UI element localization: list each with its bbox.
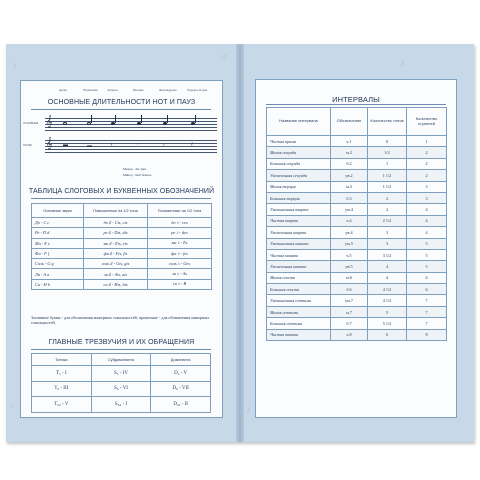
table-cell: 7 [407,306,447,317]
table-cell: Большая терция [267,192,331,203]
table-cell: 3 [407,192,447,203]
table-cell: 2 [407,170,447,181]
table-cell: б.7 [331,318,368,329]
table-cell: 5 [407,249,447,260]
table-cell: Уменьшенная септима [267,295,331,306]
table-row [267,284,447,295]
table-cell: T₆ - III [32,381,92,397]
music-note-decoration: ♩ [10,400,19,410]
major-sharp-text: Мажор - dur диез [123,167,147,171]
title-underline [31,109,211,110]
table-row [32,218,212,228]
table-cell: 4 1/2 [368,284,407,295]
table-cell: Малая секста [267,272,331,283]
table-row [32,228,212,238]
table-cell: 4 [407,227,447,238]
table-row [32,397,211,413]
table-cell: 1 [368,158,407,169]
table-cell: T₅ - I [32,366,92,382]
syllable-table-title: ТАБЛИЦА СЛОГОВЫХ И БУКВЕННЫХ ОБОЗНАЧЕНИЙ [28,188,215,195]
table-row [267,136,447,147]
table-cell: ля ♯ - Ais, ais [84,269,148,279]
table-cell: ув.5 [331,261,368,272]
thirty-second-rest-icon: 𝅀 [191,143,193,148]
duration-label: Половинная [83,89,98,92]
table-cell: м.2 [331,147,368,158]
intervals-table [266,107,447,341]
table-cell: ум.4 [331,204,368,215]
table-cell: S₆ - VI [91,381,151,397]
table-cell: ч.8 [331,329,368,340]
table-cell: ре ♯ - Dis, dis [84,228,148,238]
table-cell: 2 1/2 [368,215,407,226]
column-header: Количество тонов [368,108,407,136]
table-cell: 2 [368,192,407,203]
table-row [267,158,447,169]
table-row [267,227,447,238]
table-cell: 5 [407,261,447,272]
table-cell: 1/2 [368,147,407,158]
table-cell: 5 [368,306,407,317]
table-row [32,269,212,279]
table-row [267,306,447,317]
table-cell: D₅ - V [151,366,211,382]
table-cell: м.3 [331,181,368,192]
music-note-decoration: ♪ [400,58,405,68]
table-cell: S₅ - IV [91,366,151,382]
durations-title: ОСНОВНЫЕ ДЛИТЕЛЬНОСТИ НОТ И ПАУЗ [47,99,196,106]
table-cell: ми ♯ - Eis, eis [84,238,148,248]
table-cell: До - C c [32,218,84,228]
column-header: Субдоминанта [91,354,151,366]
table-cell: 3 [368,238,407,249]
table-cell: 7 [407,318,447,329]
table-cell: м.7 [331,306,368,317]
table-cell: 6 [368,329,407,340]
column-header: Доминанта [151,354,211,366]
table-cell: си ♭ - B [148,279,212,289]
half-rest-icon: ▬ [87,144,92,149]
duration-label: Целая [59,89,67,92]
table-cell: Ми - E e [32,238,84,248]
table-cell: Малая терция [267,181,331,192]
table-cell: Малая септима [267,306,331,317]
table-cell: 5 1/2 [368,318,407,329]
table-cell: 2 [407,158,447,169]
table-cell: 2 [368,204,407,215]
table-cell: Большая септима [267,318,331,329]
table-cell: Большая секста [267,284,331,295]
left-reference-page [20,80,223,418]
table-cell: T₆₄ - V [32,397,92,413]
letter-notation-note: Заглавные буквы - для обозначения мажорных тональностей, прописные - для обозначения минорных тональностей. [31,315,210,326]
triads-table [31,353,211,413]
table-row [267,238,447,249]
minor-flat-text: Минор - moll бемоль [123,173,152,177]
table-cell: 6 [407,272,447,283]
quarter-rest-icon: 𝄽 [111,143,113,148]
duration-label: Восьмая [133,89,144,92]
eighth-rest-icon: 𝄾 [137,143,139,148]
table-cell: до ♭ - ces [148,218,212,228]
table-cell: ч.1 [331,136,368,147]
table-row [267,318,447,329]
table-row [32,279,212,289]
table-cell: Малая секунда [267,147,331,158]
table-cell: ре ♭ - des [148,228,212,238]
table-cell: Чистая квинта [267,249,331,260]
table-row [267,295,447,306]
table-cell: 6 [407,284,447,295]
table-cell: соль ♭ - Ges [148,259,212,269]
table-cell: б.6 [331,284,368,295]
table-cell: м.6 [331,272,368,283]
table-cell: 0 [368,136,407,147]
music-note-decoration: ♪ [246,404,251,414]
table-cell: Соль - G g [32,259,84,269]
syllable-table [31,203,212,290]
table-row [32,366,211,382]
table-cell: соль ♯ - Gis, gis [84,259,148,269]
table-cell: 3 [407,181,447,192]
table-row [267,170,447,181]
title-underline [31,349,211,350]
table-cell: ч.5 [331,249,368,260]
right-reference-page [255,79,457,418]
table-cell: 4 [368,272,407,283]
table-cell: D₆₄ - II [151,397,211,413]
table-cell: 4 1/2 [368,295,407,306]
column-header: Количество ступеней [407,108,447,136]
table-cell: ум.7 [331,295,368,306]
table-cell: Увеличенная секунда [267,170,331,181]
staff-label-rests: ПАУЗЫ [23,144,32,147]
table-row [267,192,447,203]
column-header: Тоника [32,354,92,366]
table-row [267,329,447,340]
table-cell: Чистая кварта [267,215,331,226]
table-cell: 4 [368,261,407,272]
whole-rest-icon: ▬ [63,143,68,148]
table-cell: Уменьшенная квинта [267,238,331,249]
title-underline [266,104,446,105]
table-cell: ув.4 [331,227,368,238]
table-row [32,381,211,397]
table-cell: Большая секунда [267,158,331,169]
table-cell: 4 [407,204,447,215]
sixteenth-rest-icon: 𝄿 [163,143,165,148]
table-row [32,238,212,248]
music-note-decoration: ♪ [12,60,17,70]
triads-title: ГЛАВНЫЕ ТРЕЗВУЧИЯ И ИХ ОБРАЩЕНИЯ [48,339,195,346]
table-cell: 1 [407,136,447,147]
table-cell: 3 1/2 [368,249,407,260]
title-underline [31,198,211,199]
table-cell: до ♯ - Cis, cis [84,218,148,228]
table-cell: ми ♭ - Es [148,238,212,248]
notes-staff [45,117,225,131]
table-cell: ля ♭ - As [148,269,212,279]
column-header: Основные звуки [32,204,84,218]
table-cell: фа ♭ - fes [148,248,212,258]
table-cell: 4 [407,215,447,226]
column-header: Повышенные на 1/2 тона [84,204,148,218]
table-row [267,261,447,272]
whole-note-icon [63,122,67,125]
table-cell: 5 [407,238,447,249]
duration-label: Шестнадцатая [159,89,177,92]
table-row [267,272,447,283]
table-cell: Чистая прима [267,136,331,147]
table-row [267,181,447,192]
table-cell: Увеличенная кварта [267,227,331,238]
table-cell: Ре - D d [32,228,84,238]
column-header: Название интервала [267,108,331,136]
duration-label: Четверть [107,89,118,92]
table-cell: си ♯ - His, his [84,279,148,289]
table-cell: ув.2 [331,170,368,181]
notebook-spine [236,44,244,442]
table-cell: 1 1/2 [368,170,407,181]
rests-staff [45,139,225,153]
table-cell: Си - H h [32,279,84,289]
table-row [32,248,212,258]
music-note-decoration: ♫ [220,52,227,62]
table-cell: D₆ - VII [151,381,211,397]
table-row [267,204,447,215]
table-row [267,147,447,158]
treble-clef-icon: 𝄞 [46,116,53,128]
table-cell: б.3 [331,192,368,203]
table-cell: ч.4 [331,215,368,226]
table-cell: S₆₄ - I [91,397,151,413]
table-row [267,215,447,226]
table-cell: 3 [368,227,407,238]
table-cell: 8 [407,329,447,340]
table-cell: 2 [407,147,447,158]
staff-label-notes: ОСНОВНЫЕ [23,122,39,125]
treble-clef-icon: 𝄞 [46,138,53,150]
table-cell: Ля - A a [32,269,84,279]
column-header: Обозначение [331,108,368,136]
table-row [267,249,447,260]
table-cell: ум.5 [331,238,368,249]
intervals-title: ИНТЕРВАЛЫ [332,95,380,104]
table-cell: Фа - F f [32,248,84,258]
table-cell: фа ♯ - Fis, fis [84,248,148,258]
table-row [32,259,212,269]
column-header: Пониженные на 1/2 тона [148,204,212,218]
table-cell: Чистая октава [267,329,331,340]
table-cell: Уменьшенная кварта [267,204,331,215]
table-cell: Увеличенная квинта [267,261,331,272]
duration-label: Тридцать вторая [187,89,208,92]
table-cell: 7 [407,295,447,306]
table-cell: б.2 [331,158,368,169]
table-cell: 1 1/2 [368,181,407,192]
